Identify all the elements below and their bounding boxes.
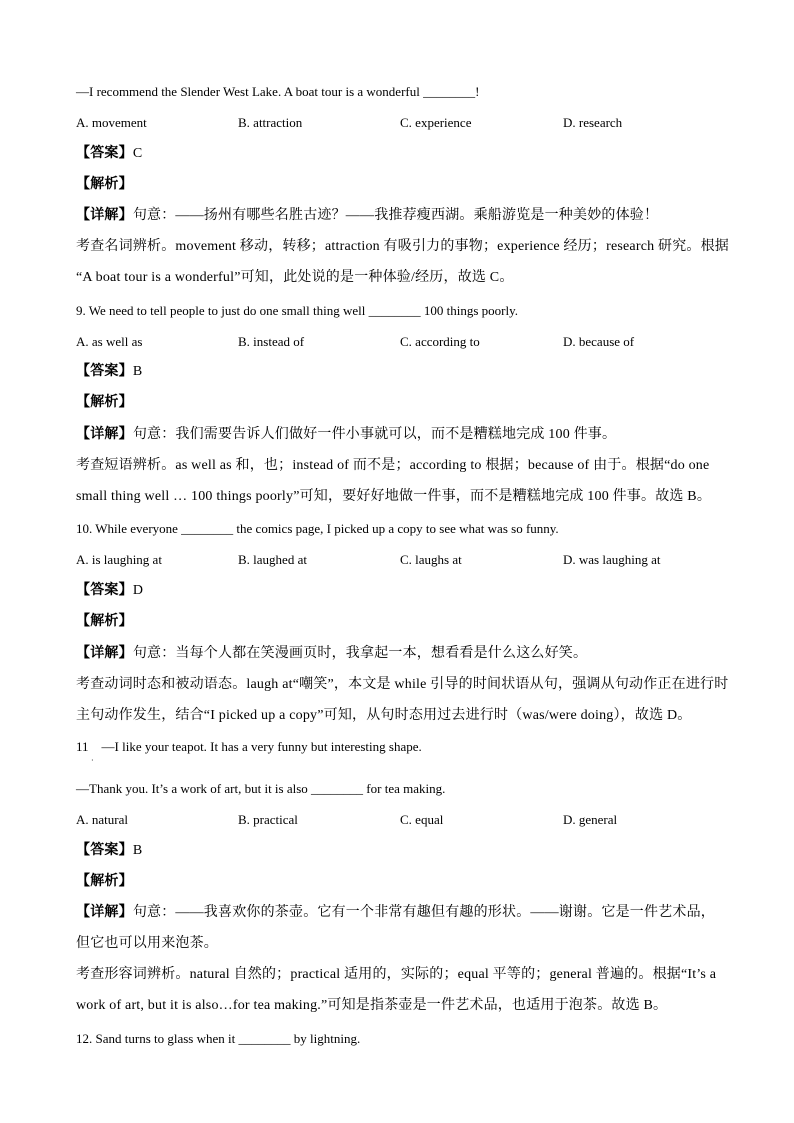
detail-tag: 【详解】 (76, 905, 133, 920)
q10-option-c: C. laughs at (400, 552, 462, 567)
q10-analysis-tag: 【解析】 (76, 614, 133, 629)
q9-option-c: C. according to (400, 334, 480, 349)
answer-tag: 【答案】 (76, 843, 133, 858)
q10-stem: 10. While everyone ________ the comics page, I picked up a copy to see what was so funny. (76, 521, 559, 536)
q8-detail (76, 207, 658, 225)
q11-stem: 11 —I like your teapot. It has a very funny but interesting shape. (76, 739, 422, 754)
answer-tag: 【答案】 (76, 583, 133, 598)
q10-explain-2: 主句动作发生，结合“I picked up a copy”可知，从句时态用过去进行时（was/were doing），故选 D。 (76, 708, 692, 723)
q8-option-a: A. movement (76, 115, 147, 130)
q11-explain-1: 考查形容词辨析。natural 自然的；practical 适用的，实际的；equal 平等的；general 普遍的。根据“It’s a (76, 967, 717, 982)
q11-option-d: D. general (563, 812, 618, 827)
q8-answer (76, 145, 142, 163)
detail-tag: 【详解】 (76, 646, 133, 661)
q9-option-b: B. instead of (238, 334, 305, 349)
q11-dialog: —Thank you. It’s a work of art, but it is also ________ for tea making. (76, 781, 446, 796)
q10-option-b: B. laughed at (238, 552, 307, 567)
q10-option-a: A. is laughing at (76, 552, 162, 567)
q11-answer (76, 842, 142, 860)
stray-dot: · (91, 756, 94, 765)
q11-analysis-tag: 【解析】 (76, 874, 133, 889)
q9-explain-2: small thing well … 100 things poorly”可知，要好好地做一件事，而不是糟糕地完成 100 件事。故选 B。 (76, 489, 712, 504)
q8-option-b: B. attraction (238, 115, 303, 130)
detail-text: 句意：——扬州有哪些名胜古迹？——我推荐瘦西湖。乘船游览是一种美妙的体验！ (132, 208, 659, 223)
q9-answer (76, 363, 142, 381)
detail-text: 句意：我们需要告诉人们做好一件小事就可以，而不是糟糕地完成 100 件事。 (132, 427, 617, 442)
q9-analysis-tag: 【解析】 (76, 395, 133, 410)
q11-detail (76, 904, 715, 922)
answer-value: C (132, 146, 143, 161)
answer-tag: 【答案】 (76, 146, 133, 161)
q8-option-d: D. research (563, 115, 623, 130)
q8-explain-1: 考查名词辨析。movement 移动，转移；attraction 有吸引力的事物；experience 经历；research 研究。根据 (76, 239, 730, 254)
q10-answer (76, 582, 143, 600)
q8-explain-2: “A boat tour is a wonderful”可知，此处说的是一种体验/经历，故选 C。 (76, 270, 514, 285)
q11-option-a: A. natural (76, 812, 128, 827)
detail-text: 句意：——我喜欢你的茶壶。它有一个非常有趣但有趣的形状。——谢谢。它是一件艺术品， (132, 905, 716, 920)
q11-explain-2: work of art, but it is also…for tea making.”可知是指茶壶是一件艺术品，也适用于泡茶。故选 B。 (76, 998, 668, 1013)
q8-option-c: C. experience (400, 115, 472, 130)
q9-detail (76, 426, 616, 444)
answer-value: B (132, 364, 143, 379)
q10-detail (76, 645, 587, 663)
q12-stem: 12. Sand turns to glass when it ________ by lightning. (76, 1031, 361, 1046)
detail-tag: 【详解】 (76, 427, 133, 442)
q11-detail-2: 但它也可以用来泡茶。 (76, 936, 218, 951)
q11-option-c: C. equal (400, 812, 444, 827)
q9-stem: 9. We need to tell people to just do one small thing well ________ 100 things poorly. (76, 303, 518, 318)
detail-tag: 【详解】 (76, 208, 133, 223)
answer-value: B (132, 843, 143, 858)
q11-option-b: B. practical (238, 812, 298, 827)
q9-explain-1: 考查短语辨析。as well as 和，也；instead of 而不是；according to 根据；because of 由于。根据“do one (76, 458, 710, 473)
q10-option-d: D. was laughing at (563, 552, 661, 567)
q10-explain-1: 考查动词时态和被动语态。laugh at“嘲笑”，本文是 while 引导的时间状语从句，强调从句动作正在进行时 (76, 677, 729, 692)
answer-value: D (132, 583, 144, 598)
q8-dialog: —I recommend the Slender West Lake. A boat tour is a wonderful ________! (76, 84, 480, 99)
q9-option-a: A. as well as (76, 334, 143, 349)
q8-analysis-tag: 【解析】 (76, 177, 133, 192)
answer-tag: 【答案】 (76, 364, 133, 379)
q9-option-d: D. because of (563, 334, 635, 349)
detail-text: 句意：当每个人都在笑漫画页时，我拿起一本，想看看是什么这么好笑。 (132, 646, 588, 661)
